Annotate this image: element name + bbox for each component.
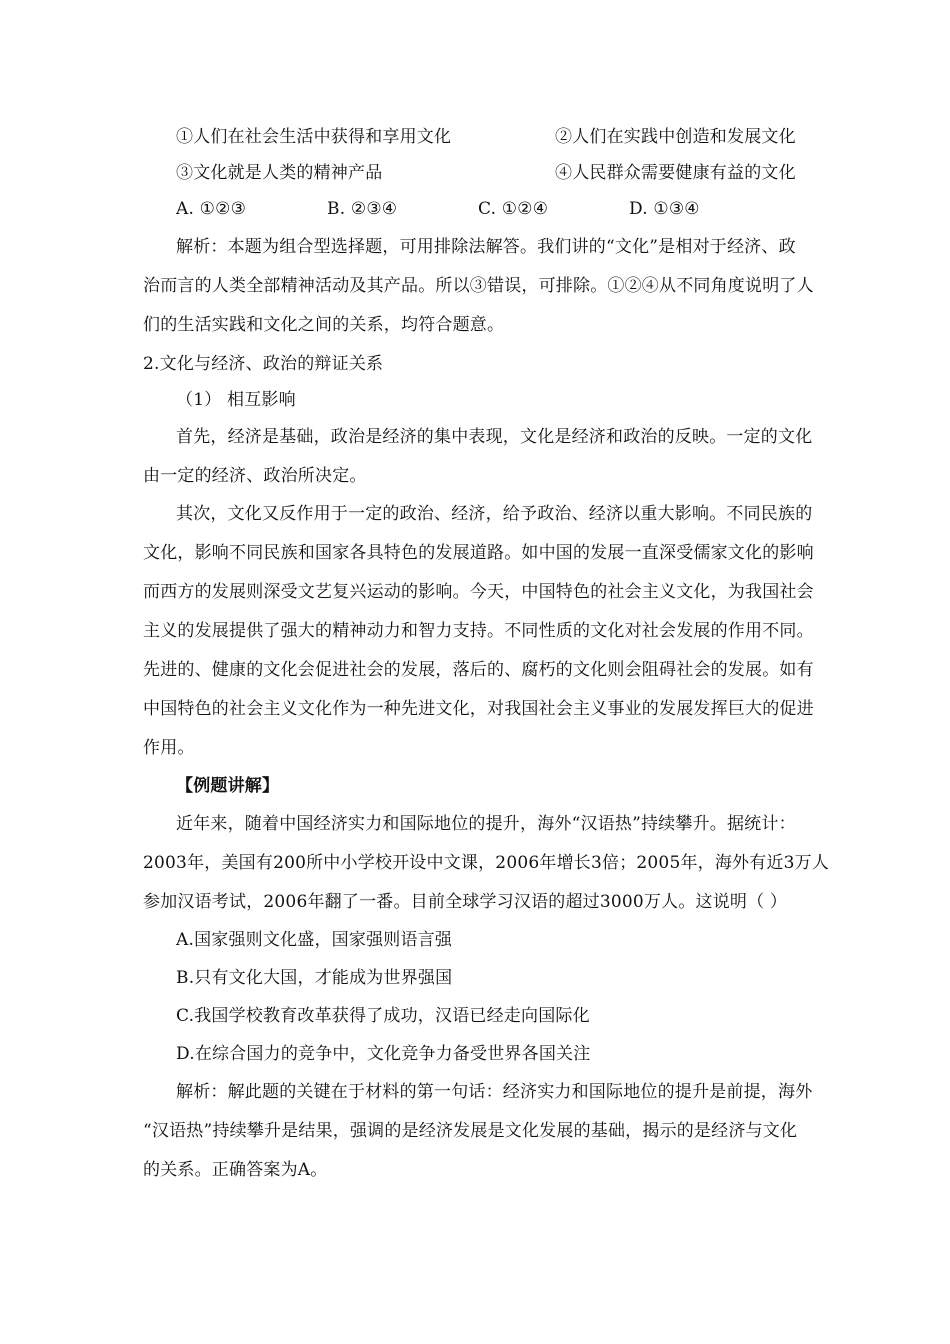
q1-choice-b: B. ②③④ [327,199,398,219]
q1-analysis-line: 们的生活实践和文化之间的关系，均符合题意。 [143,315,505,335]
example-question-line: 近年来，随着中国经济实力和国际地位的提升，海外“汉语热”持续攀升。据统计： [176,814,796,834]
paragraph-second-line: 主义的发展提供了强大的精神动力和智力支持。不同性质的文化对社会发展的作用不同。 [143,621,814,641]
section-2-title: 2.文化与经济、政治的辩证关系 [143,354,384,374]
subsection-1-title: （1） 相互影响 [176,390,296,410]
paragraph-second-line: 先进的、健康的文化会促进社会的发展，落后的、腐朽的文化则会阻碍社会的发展。如有 [143,660,814,680]
paragraph-first-line: 首先，经济是基础，政治是经济的集中表现，文化是经济和政治的反映。一定的文化 [176,427,813,447]
q1-option-3: ③文化就是人类的精神产品 [176,163,383,183]
paragraph-second-line: 文化，影响不同民族和国家各具特色的发展道路。如中国的发展一直深受儒家文化的影响 [143,543,814,563]
q1-analysis-line: 解析：本题为组合型选择题，可用排除法解答。我们讲的“文化”是相对于经济、政 [176,237,796,257]
paragraph-first-line: 由一定的经济、政治所决定。 [143,466,367,486]
example-option-d: D.在综合国力的竞争中，文化竞争力备受世界各国关注 [176,1044,591,1064]
example-heading: 【例题讲解】 [176,776,280,796]
example-analysis-line: 的关系。正确答案为A。 [143,1160,328,1180]
example-question-line: 2003年，美国有200所中小学校开设中文课，2006年增长3倍；2005年，海外有近3万人 [143,853,830,873]
q1-choice-c: C. ①②④ [478,199,549,219]
example-analysis-line: “汉语热”持续攀升是结果，强调的是经济发展是文化发展的基础，揭示的是经济与文化 [143,1121,798,1141]
example-option-b: B.只有文化大国，才能成为世界强国 [176,968,453,988]
q1-choice-d: D. ①③④ [629,199,700,219]
q1-option-2: ②人们在实践中创造和发展文化 [555,127,796,147]
paragraph-second-line: 中国特色的社会主义文化作为一种先进文化，对我国社会主义事业的发展发挥巨大的促进 [143,699,814,719]
paragraph-second-line: 其次，文化又反作用于一定的政治、经济，给予政治、经济以重大影响。不同民族的 [176,504,813,524]
paragraph-second-line: 而西方的发展则深受文艺复兴运动的影响。今天，中国特色的社会主义文化，为我国社会 [143,582,814,602]
example-analysis-line: 解析：解此题的关键在于材料的第一句话：经济实力和国际地位的提升是前提，海外 [176,1082,813,1102]
q1-choice-a: A. ①②③ [176,199,247,219]
q1-analysis-line: 治而言的人类全部精神活动及其产品。所以③错误，可排除。①②④从不同角度说明了人 [143,276,814,296]
paragraph-second-line: 作用。 [143,738,195,758]
example-option-a: A.国家强则文化盛，国家强则语言强 [176,930,453,950]
q1-option-4: ④人民群众需要健康有益的文化 [555,163,796,183]
example-option-c: C.我国学校教育改革获得了成功，汉语已经走向国际化 [176,1006,590,1026]
q1-option-1: ①人们在社会生活中获得和享用文化 [176,127,452,147]
example-question-line: 参加汉语考试，2006年翻了一番。目前全球学习汉语的超过3000万人。这说明（ ） [143,892,788,912]
